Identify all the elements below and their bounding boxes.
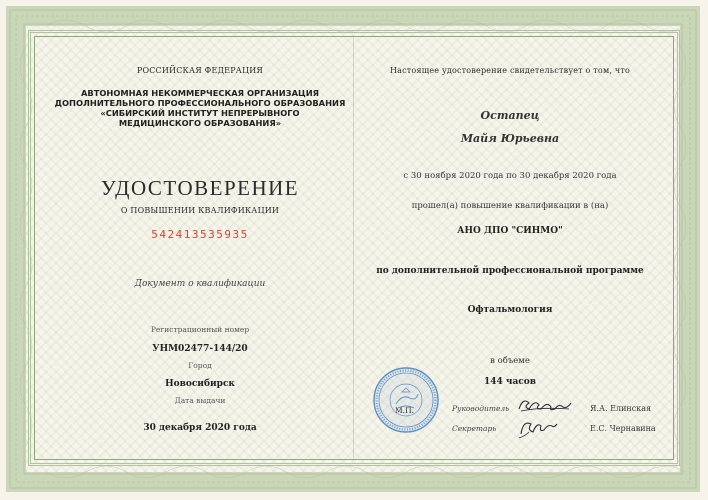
org-line: «СИБИРСКИЙ ИНСТИТУТ НЕПРЕРЫВНОГО bbox=[100, 108, 300, 118]
stamp-label: М.П. bbox=[395, 406, 414, 415]
hours-value: 144 часов bbox=[483, 377, 537, 387]
issue-date: 30 декабря 2020 года bbox=[143, 423, 257, 433]
secretary-label: Секретарь bbox=[452, 424, 497, 433]
program-name: Офтальмология bbox=[467, 305, 553, 315]
document-title: УДОСТОВЕРЕНИЕ bbox=[100, 176, 300, 200]
org-line: АВТОНОМНАЯ НЕКОММЕРЧЕСКАЯ ОРГАНИЗАЦИЯ bbox=[80, 88, 320, 98]
volume-label: в объеме bbox=[490, 356, 530, 366]
passed-training-text: прошел(а) повышение квалификации в (на) bbox=[411, 201, 609, 211]
country-label: РОССИЙСКАЯ ФЕДЕРАЦИЯ bbox=[136, 66, 264, 75]
official-seal bbox=[372, 366, 440, 434]
issue-date-label: Дата выдачи bbox=[174, 396, 226, 405]
fold-line bbox=[353, 36, 354, 460]
organization-name bbox=[50, 88, 350, 128]
director-name: Я.А. Елинская bbox=[590, 404, 652, 413]
org-line: ДОПОЛНИТЕЛЬНОГО ПРОФЕССИОНАЛЬНОГО ОБРАЗОВАНИЯ bbox=[54, 98, 346, 108]
secretary-name: Е.С. Чернавина bbox=[590, 424, 656, 433]
registration-label: Регистрационный номер bbox=[150, 325, 250, 334]
serial-number: 542413535935 bbox=[151, 228, 249, 241]
training-organization: АНО ДПО "СИНМО" bbox=[457, 226, 563, 236]
document-subtitle: О ПОВЫШЕНИИ КВАЛИФИКАЦИИ bbox=[120, 206, 280, 215]
registration-number: УНМ02477-144/20 bbox=[152, 344, 248, 354]
program-label: по дополнительной профессиональной программе bbox=[376, 266, 644, 276]
director-label: Руководитель bbox=[452, 404, 510, 413]
training-period: с 30 ноября 2020 года по 30 декабря 2020 года bbox=[403, 171, 617, 181]
city-value: Новосибирск bbox=[165, 379, 235, 389]
org-line: МЕДИЦИНСКОГО ОБРАЗОВАНИЯ» bbox=[118, 118, 282, 128]
surname: Остапец bbox=[480, 109, 540, 122]
intro-text: Настоящее удостоверение свидетельствует о том, что bbox=[389, 66, 630, 75]
city-label: Город bbox=[188, 361, 212, 370]
document-note: Документ о квалификации bbox=[134, 279, 266, 289]
given-names: Майя Юрьевна bbox=[460, 132, 560, 145]
secretary-signature bbox=[515, 414, 563, 442]
